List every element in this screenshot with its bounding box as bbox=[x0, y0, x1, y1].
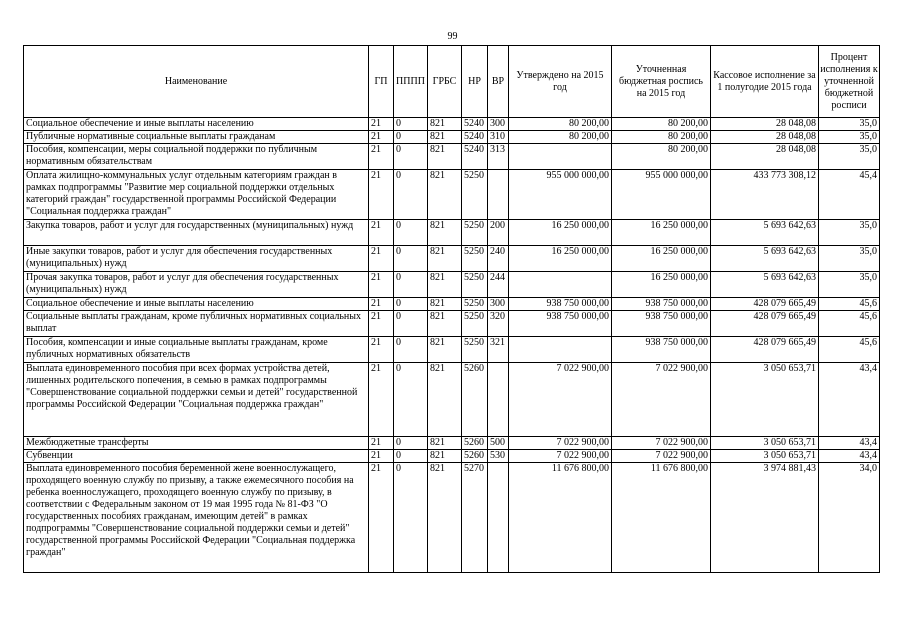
cell-name: Социальные выплаты гражданам, кроме публичных нормативных социальных выплат bbox=[24, 311, 369, 337]
cell-cash: 3 050 653,71 bbox=[711, 437, 819, 450]
cell-approved: 7 022 900,00 bbox=[509, 363, 612, 437]
table-row bbox=[24, 363, 880, 437]
cell-percent: 45,6 bbox=[819, 298, 880, 311]
cell-grbs: 821 bbox=[428, 220, 462, 246]
cell-vr bbox=[488, 463, 509, 573]
cell-np: 5250 bbox=[462, 298, 488, 311]
cell-name: Оплата жилищно-коммунальных услуг отдельным категориям граждан в рамках подпрограммы "Развитие мер социальной поддержки отдельных категорий граждан" государственной программы Российской Федерации "Социальная поддержка граждан" bbox=[24, 170, 369, 220]
cell-percent: 43,4 bbox=[819, 437, 880, 450]
cell-grbs: 821 bbox=[428, 246, 462, 272]
header-np: НР bbox=[462, 46, 488, 118]
cell-cash: 28 048,08 bbox=[711, 131, 819, 144]
cell-gp: 21 bbox=[369, 170, 394, 220]
cell-grbs: 821 bbox=[428, 118, 462, 131]
cell-pgp: 0 bbox=[394, 272, 428, 298]
cell-grbs: 821 bbox=[428, 337, 462, 363]
cell-np: 5250 bbox=[462, 311, 488, 337]
cell-name: Прочая закупка товаров, работ и услуг для обеспечения государственных (муниципальных) нужд bbox=[24, 272, 369, 298]
cell-approved: 80 200,00 bbox=[509, 118, 612, 131]
header-gp: ГП bbox=[369, 46, 394, 118]
cell-cash: 428 079 665,49 bbox=[711, 337, 819, 363]
cell-refined: 7 022 900,00 bbox=[612, 450, 711, 463]
header-grbs: ГРБС bbox=[428, 46, 462, 118]
header-refined: Уточненная бюджетная роспись на 2015 год bbox=[612, 46, 711, 118]
budget-table bbox=[23, 45, 880, 573]
cell-name: Иные закупки товаров, работ и услуг для обеспечения государственных (муниципальных) нужд bbox=[24, 246, 369, 272]
cell-grbs: 821 bbox=[428, 298, 462, 311]
cell-np: 5250 bbox=[462, 170, 488, 220]
cell-vr bbox=[488, 363, 509, 437]
cell-pgp: 0 bbox=[394, 170, 428, 220]
header-approved: Утверждено на 2015 год bbox=[509, 46, 612, 118]
cell-cash: 428 079 665,49 bbox=[711, 311, 819, 337]
cell-gp: 21 bbox=[369, 437, 394, 450]
cell-np: 5260 bbox=[462, 363, 488, 437]
cell-grbs: 821 bbox=[428, 463, 462, 573]
cell-cash: 433 773 308,12 bbox=[711, 170, 819, 220]
table-body bbox=[24, 118, 880, 573]
cell-cash: 5 693 642,63 bbox=[711, 272, 819, 298]
cell-vr: 500 bbox=[488, 437, 509, 450]
cell-name: Выплата единовременного пособия при всех формах устройства детей, лишенных родительского попечения, в семью в рамках подпрограммы "Совершенствование социальной поддержки семьи и детей" государственной программы Российской Федерации "Социальная поддержка граждан" bbox=[24, 363, 369, 437]
cell-grbs: 821 bbox=[428, 450, 462, 463]
table-row bbox=[24, 437, 880, 450]
cell-approved: 16 250 000,00 bbox=[509, 246, 612, 272]
table-row bbox=[24, 272, 880, 298]
cell-refined: 16 250 000,00 bbox=[612, 272, 711, 298]
cell-cash: 3 974 881,43 bbox=[711, 463, 819, 573]
cell-approved: 7 022 900,00 bbox=[509, 437, 612, 450]
cell-grbs: 821 bbox=[428, 144, 462, 170]
cell-vr: 200 bbox=[488, 220, 509, 246]
cell-percent: 45,4 bbox=[819, 170, 880, 220]
cell-name: Субвенции bbox=[24, 450, 369, 463]
cell-pgp: 0 bbox=[394, 131, 428, 144]
page-number: 99 bbox=[447, 31, 458, 42]
cell-np: 5240 bbox=[462, 118, 488, 131]
cell-refined: 7 022 900,00 bbox=[612, 437, 711, 450]
cell-percent: 35,0 bbox=[819, 246, 880, 272]
cell-approved: 80 200,00 bbox=[509, 131, 612, 144]
cell-gp: 21 bbox=[369, 272, 394, 298]
cell-gp: 21 bbox=[369, 337, 394, 363]
cell-grbs: 821 bbox=[428, 363, 462, 437]
header-name: Наименование bbox=[24, 46, 369, 118]
table-row bbox=[24, 463, 880, 573]
cell-refined: 16 250 000,00 bbox=[612, 220, 711, 246]
table-row bbox=[24, 337, 880, 363]
table-row bbox=[24, 298, 880, 311]
header-percent: Процент исполнения к уточненной бюджетной росписи bbox=[819, 46, 880, 118]
cell-pgp: 0 bbox=[394, 463, 428, 573]
cell-refined: 11 676 800,00 bbox=[612, 463, 711, 573]
cell-pgp: 0 bbox=[394, 450, 428, 463]
cell-grbs: 821 bbox=[428, 437, 462, 450]
cell-grbs: 821 bbox=[428, 170, 462, 220]
cell-refined: 80 200,00 bbox=[612, 118, 711, 131]
cell-vr: 300 bbox=[488, 298, 509, 311]
cell-np: 5260 bbox=[462, 437, 488, 450]
cell-gp: 21 bbox=[369, 450, 394, 463]
cell-vr: 310 bbox=[488, 131, 509, 144]
table-row bbox=[24, 246, 880, 272]
cell-percent: 35,0 bbox=[819, 272, 880, 298]
cell-grbs: 821 bbox=[428, 272, 462, 298]
cell-percent: 35,0 bbox=[819, 131, 880, 144]
cell-refined: 7 022 900,00 bbox=[612, 363, 711, 437]
header-row bbox=[24, 46, 880, 118]
cell-name: Выплата единовременного пособия беременной жене военнослужащего, проходящего военную службу по призыву, а также ежемесячного пособия на ребенка военнослужащего, проходящего военную службу по призыву, в соответствии с Федеральным законом от 19 мая 1995 года № 81-ФЗ "О государственных пособиях гражданам, имеющим детей" в рамках подпрограммы "Совершенствование социальной поддержки семьи и детей" государственной программы Российской Федерации "Социальная поддержка граждан" bbox=[24, 463, 369, 573]
cell-np: 5250 bbox=[462, 220, 488, 246]
table-row bbox=[24, 131, 880, 144]
cell-cash: 3 050 653,71 bbox=[711, 450, 819, 463]
cell-approved: 11 676 800,00 bbox=[509, 463, 612, 573]
cell-approved: 938 750 000,00 bbox=[509, 298, 612, 311]
cell-pgp: 0 bbox=[394, 220, 428, 246]
cell-pgp: 0 bbox=[394, 337, 428, 363]
cell-np: 5240 bbox=[462, 144, 488, 170]
cell-cash: 5 693 642,63 bbox=[711, 246, 819, 272]
cell-grbs: 821 bbox=[428, 311, 462, 337]
header-cash: Кассовое исполнение за 1 полугодие 2015 года bbox=[711, 46, 819, 118]
cell-vr bbox=[488, 170, 509, 220]
cell-vr: 530 bbox=[488, 450, 509, 463]
cell-name: Пособия, компенсации, меры социальной поддержки по публичным нормативным обязательствам bbox=[24, 144, 369, 170]
cell-percent: 35,0 bbox=[819, 220, 880, 246]
cell-percent: 34,0 bbox=[819, 463, 880, 573]
cell-pgp: 0 bbox=[394, 298, 428, 311]
cell-percent: 35,0 bbox=[819, 144, 880, 170]
table-row bbox=[24, 311, 880, 337]
cell-pgp: 0 bbox=[394, 118, 428, 131]
cell-gp: 21 bbox=[369, 220, 394, 246]
cell-vr: 320 bbox=[488, 311, 509, 337]
cell-pgp: 0 bbox=[394, 311, 428, 337]
cell-gp: 21 bbox=[369, 246, 394, 272]
cell-refined: 16 250 000,00 bbox=[612, 246, 711, 272]
table-row bbox=[24, 118, 880, 131]
cell-name: Пособия, компенсации и иные социальные выплаты гражданам, кроме публичных нормативных обязательств bbox=[24, 337, 369, 363]
cell-approved bbox=[509, 144, 612, 170]
cell-vr: 313 bbox=[488, 144, 509, 170]
cell-percent: 35,0 bbox=[819, 118, 880, 131]
cell-pgp: 0 bbox=[394, 363, 428, 437]
cell-cash: 428 079 665,49 bbox=[711, 298, 819, 311]
cell-vr: 240 bbox=[488, 246, 509, 272]
cell-vr: 321 bbox=[488, 337, 509, 363]
cell-cash: 5 693 642,63 bbox=[711, 220, 819, 246]
cell-gp: 21 bbox=[369, 363, 394, 437]
cell-name: Закупка товаров, работ и услуг для государственных (муниципальных) нужд bbox=[24, 220, 369, 246]
cell-grbs: 821 bbox=[428, 131, 462, 144]
cell-gp: 21 bbox=[369, 131, 394, 144]
cell-vr: 300 bbox=[488, 118, 509, 131]
cell-gp: 21 bbox=[369, 118, 394, 131]
cell-np: 5240 bbox=[462, 131, 488, 144]
cell-gp: 21 bbox=[369, 298, 394, 311]
cell-refined: 938 750 000,00 bbox=[612, 311, 711, 337]
cell-refined: 938 750 000,00 bbox=[612, 298, 711, 311]
cell-pgp: 0 bbox=[394, 437, 428, 450]
cell-cash: 28 048,08 bbox=[711, 144, 819, 170]
cell-approved: 938 750 000,00 bbox=[509, 311, 612, 337]
cell-refined: 955 000 000,00 bbox=[612, 170, 711, 220]
header-pgp: ПППП bbox=[394, 46, 428, 118]
cell-gp: 21 bbox=[369, 144, 394, 170]
cell-np: 5260 bbox=[462, 450, 488, 463]
cell-np: 5250 bbox=[462, 337, 488, 363]
table-row bbox=[24, 144, 880, 170]
cell-refined: 80 200,00 bbox=[612, 144, 711, 170]
cell-percent: 43,4 bbox=[819, 363, 880, 437]
cell-percent: 45,6 bbox=[819, 337, 880, 363]
cell-np: 5270 bbox=[462, 463, 488, 573]
cell-pgp: 0 bbox=[394, 144, 428, 170]
cell-gp: 21 bbox=[369, 463, 394, 573]
cell-name: Социальное обеспечение и иные выплаты населению bbox=[24, 118, 369, 131]
cell-np: 5250 bbox=[462, 246, 488, 272]
cell-approved bbox=[509, 272, 612, 298]
cell-cash: 3 050 653,71 bbox=[711, 363, 819, 437]
cell-approved bbox=[509, 337, 612, 363]
cell-percent: 43,4 bbox=[819, 450, 880, 463]
cell-approved: 7 022 900,00 bbox=[509, 450, 612, 463]
cell-name: Публичные нормативные социальные выплаты гражданам bbox=[24, 131, 369, 144]
cell-vr: 244 bbox=[488, 272, 509, 298]
cell-cash: 28 048,08 bbox=[711, 118, 819, 131]
table-row bbox=[24, 220, 880, 246]
cell-np: 5250 bbox=[462, 272, 488, 298]
cell-approved: 955 000 000,00 bbox=[509, 170, 612, 220]
cell-gp: 21 bbox=[369, 311, 394, 337]
cell-name: Межбюджетные трансферты bbox=[24, 437, 369, 450]
header-vr: ВР bbox=[488, 46, 509, 118]
table-row bbox=[24, 170, 880, 220]
cell-refined: 80 200,00 bbox=[612, 131, 711, 144]
cell-refined: 938 750 000,00 bbox=[612, 337, 711, 363]
cell-approved: 16 250 000,00 bbox=[509, 220, 612, 246]
table-row bbox=[24, 450, 880, 463]
cell-pgp: 0 bbox=[394, 246, 428, 272]
cell-percent: 45,6 bbox=[819, 311, 880, 337]
cell-name: Социальное обеспечение и иные выплаты населению bbox=[24, 298, 369, 311]
